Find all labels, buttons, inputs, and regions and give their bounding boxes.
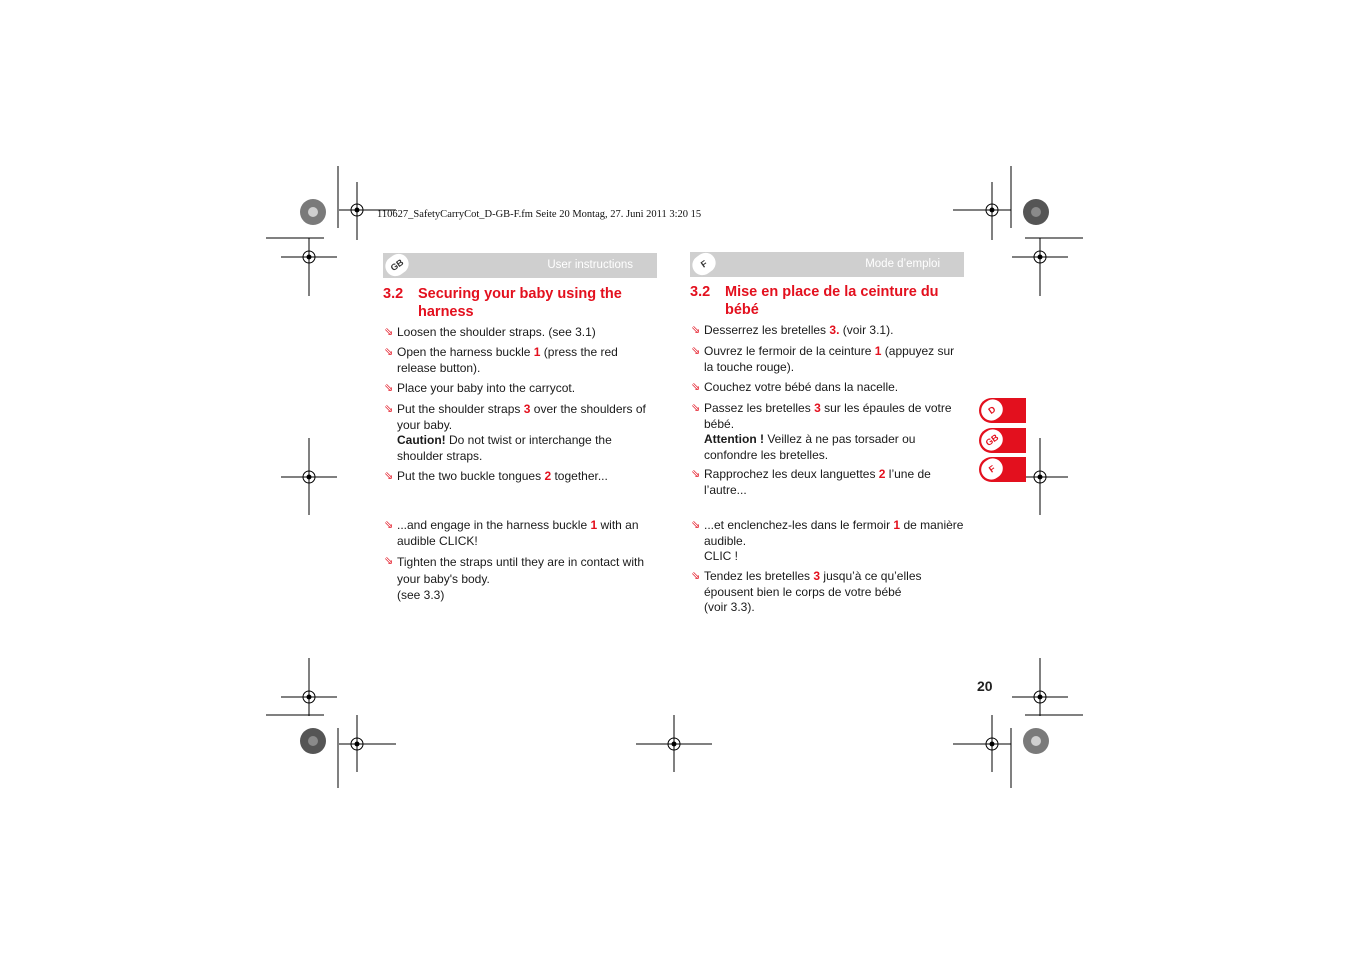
page-number: 20 [977,678,993,694]
arrow-icon: ⇘ [691,570,701,582]
arrow-icon: ⇘ [691,381,701,393]
arrow-icon: ⇘ [691,402,701,414]
lang-tab-d[interactable] [979,398,1026,423]
arrow-icon: ⇘ [691,324,701,336]
f-attention-label: Attention ! [704,432,764,447]
arrow-icon: ⇘ [384,346,394,358]
arrow-icon: ⇘ [384,382,394,394]
gb-bar-title: User instructions [547,259,633,271]
arrow-icon: ⇘ [384,555,394,567]
f-header-bar [690,252,964,277]
f-section-title: Mise en place de la ceinture du bébé [725,284,939,318]
gb-section-number: 3.2 [383,286,404,302]
arrow-icon: ⇘ [384,403,394,415]
gb-caution-label: Caution! [397,433,446,448]
gb-section-title: Securing your baby using the harness [418,286,622,320]
arrow-icon: ⇘ [691,468,701,480]
arrow-icon: ⇘ [691,345,701,357]
f-bar-title: Mode d’emploi [865,258,940,270]
lang-badge-f: F [688,249,719,279]
lang-tab-gb-label: GB [977,425,1006,454]
f-section-heading [690,283,970,323]
arrow-icon: ⇘ [384,470,394,482]
file-header: 110627_SafetyCarryCot_D-GB-F.fm Seite 20 Montag, 27. Juni 2011 3:20 15 [377,209,702,220]
gb-section-heading [383,285,663,325]
gb-header-bar [383,253,657,278]
f-section-number: 3.2 [690,284,711,300]
arrow-icon: ⇘ [384,326,394,338]
lang-tab-gb[interactable] [979,428,1026,453]
lang-tab-f[interactable] [979,457,1026,482]
lang-badge-gb: GB [381,250,412,280]
arrow-icon: ⇘ [691,519,701,531]
arrow-icon: ⇘ [384,519,394,531]
lang-tab-d-label: D [977,395,1006,424]
lang-tab-f-label: F [977,454,1006,483]
